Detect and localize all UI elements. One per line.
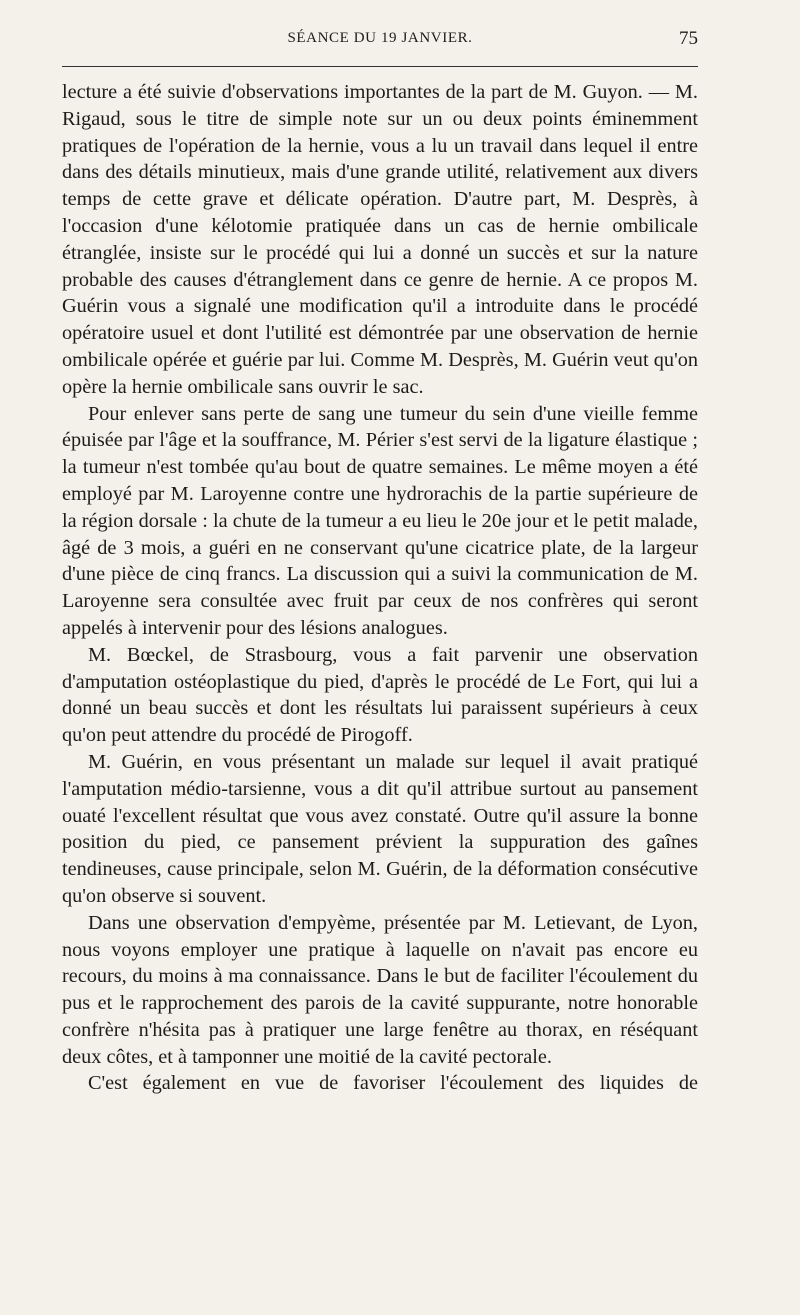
paragraph-2: Pour enlever sans perte de sang une tumeur du sein d'une vieille femme épuisée par l'âge et la souffrance, M. Périer s'est servi de la ligature élastique ; la tumeur n'est tombée qu'au bout de quatre semaines. Le même moyen a été employé par M. Laroyenne contre une hydrorachis de la partie supérieure de la région dorsale : la chute de la tumeur a eu lieu le 20e jour et le petit malade, âgé de 3 mois, a guéri en ne conservant qu'une cicatrice plate, de la largeur d'une pièce de cinq francs. La discussion qui a suivi la communication de M. Laroyenne sera consultée avec fruit par ceux de nos confrères qui seront appelés à intervenir pour des lésions analogues.	[62, 402, 698, 639]
paragraph-1: lecture a été suivie d'observations importantes de la part de M. Guyon. — M. Rigaud, sous le titre de simple note sur un ou deux points éminemment pratiques de l'opération de la hernie, vous a lu un travail dans lequel il entre dans des détails minutieux, mais d'une grande utilité, relativement aux divers temps de cette grave et délicate opération. D'autre part, M. Desprès, à l'occasion d'une kélotomie pratiquée dans un cas de hernie ombilicale étranglée, insiste sur le procédé qui lui a donné un succès et sur la nature probable des causes d'étranglement dans ce genre de hernie. A ce propos M. Guérin vous a signalé une modification qu'il a introduite dans le procédé opératoire usuel et dont l'utilité est démontrée par une observation de hernie ombilicale opérée et guérie par lui. Comme M. Desprès, M. Guérin veut qu'on opère la hernie ombilicale sans ouvrir le sac.	[62, 81, 698, 398]
paragraph-5: Dans une observation d'empyème, présentée par M. Letievant, de Lyon, nous voyons employer une pratique à laquelle on n'avait pas encore eu recours, du moins à ma connaissance. Dans le but de faciliter l'écoulement du pus et le rapprochement des parois de la cavité suppurante, notre honorable confrère n'hésita pas à pratiquer une large fenêtre au thorax, en réséquant deux côtes, et à tamponner une moitié de la cavité pectorale.	[62, 911, 698, 1068]
document-page	[62, 28, 698, 1097]
paragraph-6: C'est également en vue de favoriser l'écoulement des liquides de	[88, 1072, 698, 1095]
page-number: 75	[679, 28, 698, 49]
paragraph-4: M. Guérin, en vous présentant un malade sur lequel il avait pratiqué l'amputation médio-tarsienne, vous a dit qu'il attribue surtout au pansement ouaté l'excellent résultat que vous avez constaté. Outre qu'il assure la bonne position du pied, ce pansement prévient la suppuration des gaînes tendineuses, cause principale, selon M. Guérin, de la déformation consécutive qu'on observe si souvent.	[62, 750, 698, 907]
header-rule	[62, 66, 698, 67]
running-header	[62, 28, 698, 54]
running-title: SÉANCE DU 19 JANVIER.	[287, 30, 473, 46]
paragraph-3: M. Bœckel, de Strasbourg, vous a fait parvenir une observation d'amputation ostéoplastique du pied, d'après le procédé de Le Fort, qui lui a donné un beau succès et dont les résultats lui paraissent supérieurs à ceux qu'on peut attendre du procédé de Pirogoff.	[62, 643, 698, 747]
body-text	[62, 79, 698, 1097]
